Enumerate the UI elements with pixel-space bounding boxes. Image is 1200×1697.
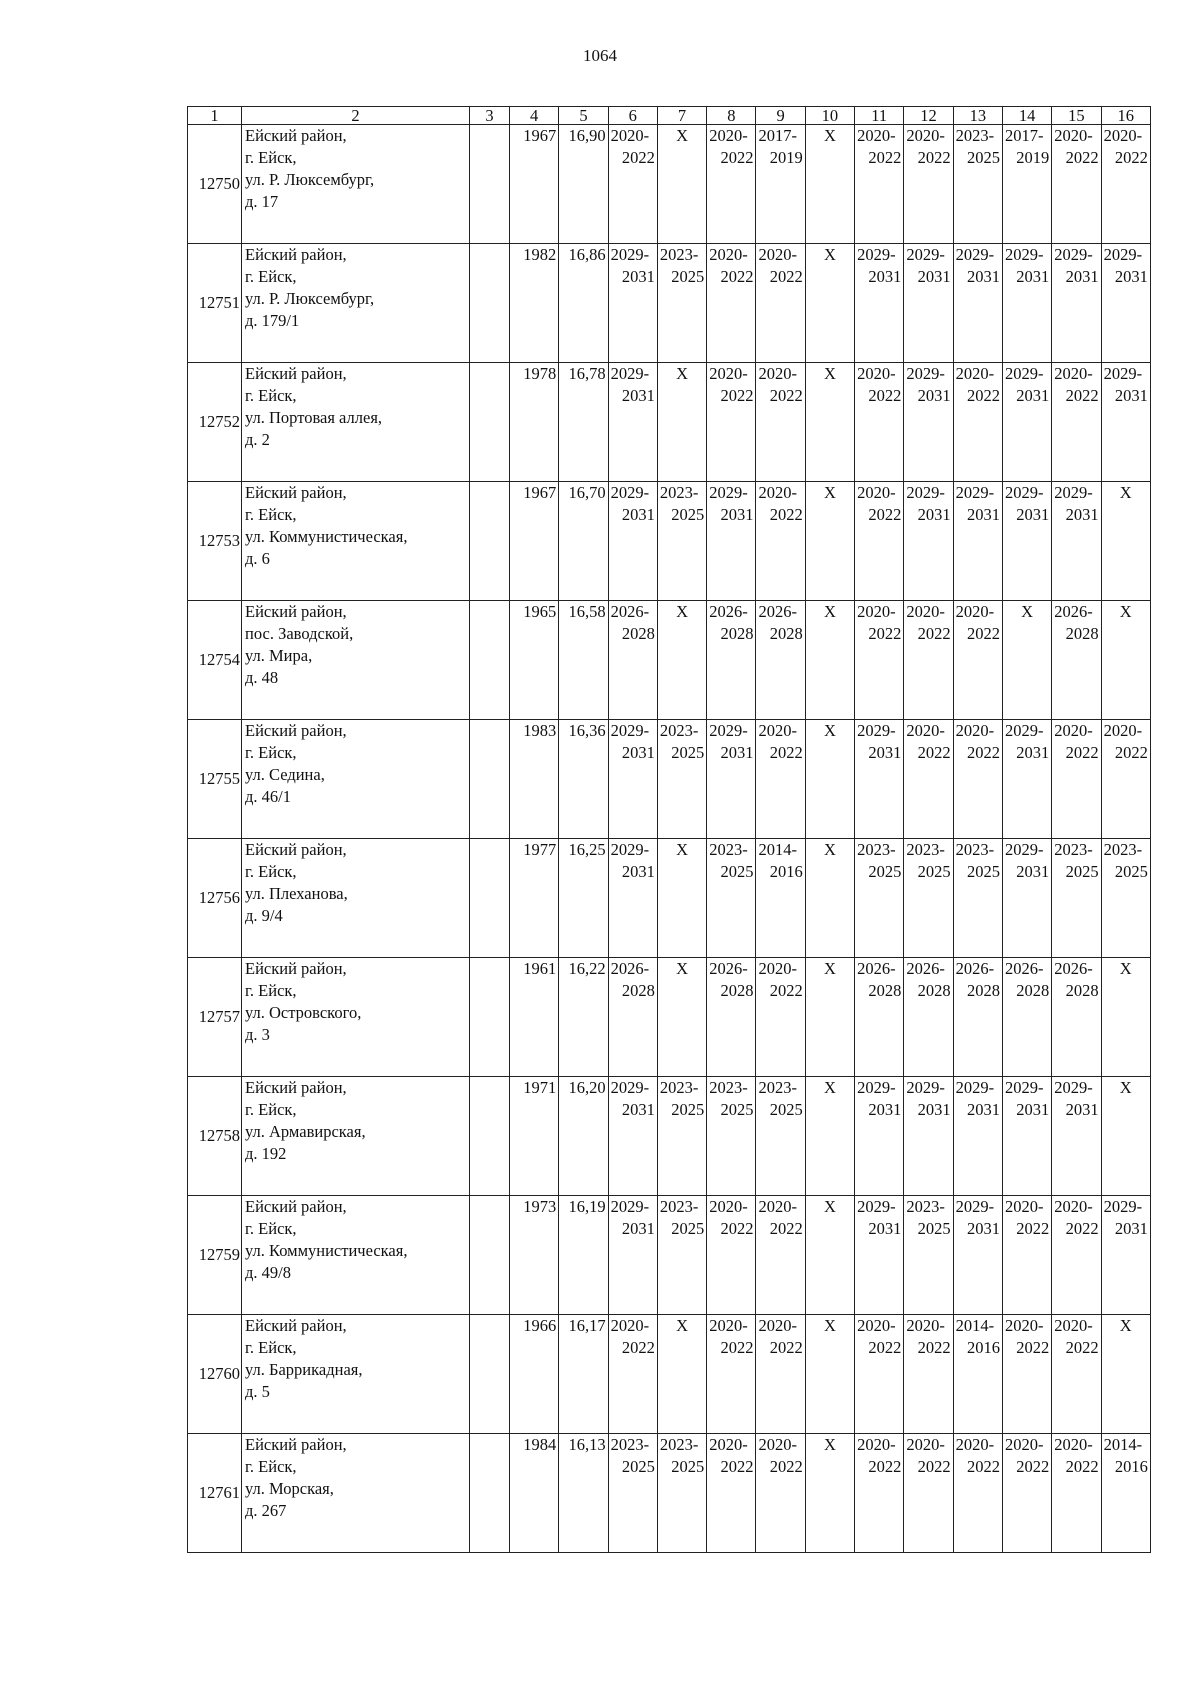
- period-cell-col-7: X: [657, 363, 706, 482]
- period-cell-col-7: 2023- 2025: [657, 1077, 706, 1196]
- year-cell: 1965: [510, 601, 559, 720]
- row-number-cell: 12757: [188, 958, 242, 1077]
- header-row: [188, 107, 1151, 125]
- period-cell-col-10: X: [805, 1077, 854, 1196]
- address-line: пос. Заводской,: [245, 624, 354, 643]
- period-cell-col-16: X: [1101, 1077, 1150, 1196]
- period-cell-col-13: 2020- 2022: [953, 363, 1002, 482]
- year-cell: 1966: [510, 1315, 559, 1434]
- period-cell-col-14: 2029- 2031: [1002, 482, 1051, 601]
- address-line: ул. Баррикадная,: [245, 1360, 363, 1379]
- period-cell-col-11: 2020- 2022: [855, 125, 904, 244]
- period-cell-col-14: X: [1002, 601, 1051, 720]
- address-cell: [242, 482, 470, 601]
- period-cell-col-11: 2029- 2031: [855, 720, 904, 839]
- table-row: [188, 1077, 1151, 1196]
- address-line: ул. Островского,: [245, 1003, 362, 1022]
- period-cell-col-8: 2026- 2028: [707, 601, 756, 720]
- period-cell-col-15: 2020- 2022: [1052, 1196, 1101, 1315]
- period-cell-col-10: X: [805, 1434, 854, 1553]
- address-line: Ейский район,: [245, 126, 347, 145]
- address-line: г. Ейск,: [245, 148, 297, 167]
- period-cell-col-7: X: [657, 601, 706, 720]
- period-cell-col-8: 2029- 2031: [707, 482, 756, 601]
- period-cell-col-12: 2029- 2031: [904, 1077, 953, 1196]
- address-cell: [242, 1315, 470, 1434]
- period-cell-col-6: 2026- 2028: [608, 601, 657, 720]
- period-cell-col-10: X: [805, 958, 854, 1077]
- table-row: [188, 363, 1151, 482]
- address-line: Ейский район,: [245, 840, 347, 859]
- address-line: ул. Мира,: [245, 646, 313, 665]
- period-cell-col-15: 2020- 2022: [1052, 125, 1101, 244]
- table-row: [188, 125, 1151, 244]
- row-number-cell: 12752: [188, 363, 242, 482]
- period-cell-col-16: 2023- 2025: [1101, 839, 1150, 958]
- address-line: д. 5: [245, 1382, 270, 1401]
- period-cell-col-11: 2023- 2025: [855, 839, 904, 958]
- period-cell-col-13: 2014- 2016: [953, 1315, 1002, 1434]
- row-number-cell: 12756: [188, 839, 242, 958]
- year-cell: 1983: [510, 720, 559, 839]
- period-cell-col-15: 2020- 2022: [1052, 1315, 1101, 1434]
- address-line: д. 3: [245, 1025, 270, 1044]
- period-cell-col-9: 2020- 2022: [756, 1196, 805, 1315]
- column-3-cell: [470, 363, 510, 482]
- column-header-8: 8: [707, 107, 756, 125]
- period-cell-col-14: 2029- 2031: [1002, 1077, 1051, 1196]
- row-number-cell: 12754: [188, 601, 242, 720]
- period-cell-col-12: 2029- 2031: [904, 482, 953, 601]
- address-line: д. 48: [245, 668, 279, 687]
- period-cell-col-15: 2029- 2031: [1052, 482, 1101, 601]
- address-cell: [242, 125, 470, 244]
- period-cell-col-8: 2023- 2025: [707, 1077, 756, 1196]
- address-line: ул. Р. Люксембург,: [245, 289, 375, 308]
- period-cell-col-7: 2023- 2025: [657, 244, 706, 363]
- address-line: ул. Коммунистическая,: [245, 527, 408, 546]
- period-cell-col-10: X: [805, 482, 854, 601]
- period-cell-col-10: X: [805, 1196, 854, 1315]
- column-5-cell: 16,36: [559, 720, 608, 839]
- column-header-14: 14: [1002, 107, 1051, 125]
- address-line: г. Ейск,: [245, 862, 297, 881]
- period-cell-col-9: 2020- 2022: [756, 958, 805, 1077]
- period-cell-col-7: X: [657, 958, 706, 1077]
- address-cell: [242, 244, 470, 363]
- column-header-3: 3: [470, 107, 510, 125]
- column-5-cell: 16,22: [559, 958, 608, 1077]
- address-line: г. Ейск,: [245, 981, 297, 1000]
- column-header-7: 7: [657, 107, 706, 125]
- period-cell-col-7: 2023- 2025: [657, 1196, 706, 1315]
- address-line: д. 192: [245, 1144, 287, 1163]
- period-cell-col-11: 2029- 2031: [855, 1196, 904, 1315]
- address-line: г. Ейск,: [245, 1219, 297, 1238]
- address-line: г. Ейск,: [245, 1457, 297, 1476]
- column-5-cell: 16,19: [559, 1196, 608, 1315]
- period-cell-col-7: X: [657, 839, 706, 958]
- period-cell-col-12: 2020- 2022: [904, 720, 953, 839]
- address-line: д. 2: [245, 430, 270, 449]
- period-cell-col-13: 2020- 2022: [953, 720, 1002, 839]
- address-cell: [242, 363, 470, 482]
- row-number-cell: 12759: [188, 1196, 242, 1315]
- column-5-cell: 16,86: [559, 244, 608, 363]
- period-cell-col-14: 2017- 2019: [1002, 125, 1051, 244]
- column-3-cell: [470, 244, 510, 363]
- column-5-cell: 16,20: [559, 1077, 608, 1196]
- period-cell-col-16: X: [1101, 482, 1150, 601]
- row-number-cell: 12750: [188, 125, 242, 244]
- address-line: Ейский район,: [245, 959, 347, 978]
- period-cell-col-11: 2020- 2022: [855, 1434, 904, 1553]
- column-3-cell: [470, 720, 510, 839]
- period-cell-col-12: 2020- 2022: [904, 1434, 953, 1553]
- period-cell-col-9: 2020- 2022: [756, 720, 805, 839]
- period-cell-col-6: 2020- 2022: [608, 125, 657, 244]
- address-line: г. Ейск,: [245, 386, 297, 405]
- period-cell-col-15: 2023- 2025: [1052, 839, 1101, 958]
- period-cell-col-6: 2029- 2031: [608, 839, 657, 958]
- address-cell: [242, 720, 470, 839]
- column-3-cell: [470, 482, 510, 601]
- address-line: г. Ейск,: [245, 1100, 297, 1119]
- period-cell-col-8: 2020- 2022: [707, 125, 756, 244]
- period-cell-col-8: 2023- 2025: [707, 839, 756, 958]
- address-cell: [242, 1196, 470, 1315]
- period-cell-col-12: 2029- 2031: [904, 244, 953, 363]
- period-cell-col-12: 2026- 2028: [904, 958, 953, 1077]
- address-line: ул. Р. Люксембург,: [245, 170, 375, 189]
- period-cell-col-15: 2020- 2022: [1052, 363, 1101, 482]
- period-cell-col-13: 2023- 2025: [953, 839, 1002, 958]
- period-cell-col-15: 2020- 2022: [1052, 1434, 1101, 1553]
- period-cell-col-12: 2023- 2025: [904, 1196, 953, 1315]
- column-header-12: 12: [904, 107, 953, 125]
- period-cell-col-6: 2026- 2028: [608, 958, 657, 1077]
- table-row: [188, 1315, 1151, 1434]
- column-header-9: 9: [756, 107, 805, 125]
- page-number: 1064: [583, 46, 617, 65]
- table-row: [188, 839, 1151, 958]
- address-cell: [242, 839, 470, 958]
- column-5-cell: 16,90: [559, 125, 608, 244]
- period-cell-col-14: 2020- 2022: [1002, 1434, 1051, 1553]
- year-cell: 1978: [510, 363, 559, 482]
- row-number-cell: 12753: [188, 482, 242, 601]
- column-3-cell: [470, 1196, 510, 1315]
- period-cell-col-11: 2029- 2031: [855, 1077, 904, 1196]
- period-cell-col-16: 2020- 2022: [1101, 720, 1150, 839]
- year-cell: 1961: [510, 958, 559, 1077]
- address-line: г. Ейск,: [245, 267, 297, 286]
- period-cell-col-13: 2029- 2031: [953, 482, 1002, 601]
- period-cell-col-6: 2029- 2031: [608, 720, 657, 839]
- period-cell-col-6: 2029- 2031: [608, 482, 657, 601]
- year-cell: 1982: [510, 244, 559, 363]
- address-cell: [242, 958, 470, 1077]
- period-cell-col-11: 2020- 2022: [855, 1315, 904, 1434]
- column-5-cell: 16,17: [559, 1315, 608, 1434]
- period-cell-col-13: 2029- 2031: [953, 1077, 1002, 1196]
- column-3-cell: [470, 1315, 510, 1434]
- period-cell-col-8: 2020- 2022: [707, 1315, 756, 1434]
- period-cell-col-10: X: [805, 720, 854, 839]
- year-cell: 1967: [510, 482, 559, 601]
- period-cell-col-10: X: [805, 125, 854, 244]
- address-line: д. 267: [245, 1501, 287, 1520]
- table-body: [188, 125, 1151, 1553]
- period-cell-col-10: X: [805, 1315, 854, 1434]
- period-cell-col-13: 2026- 2028: [953, 958, 1002, 1077]
- address-line: ул. Армавирская,: [245, 1122, 366, 1141]
- address-line: Ейский район,: [245, 1316, 347, 1335]
- column-header-6: 6: [608, 107, 657, 125]
- period-cell-col-14: 2020- 2022: [1002, 1315, 1051, 1434]
- period-cell-col-11: 2020- 2022: [855, 482, 904, 601]
- period-cell-col-10: X: [805, 363, 854, 482]
- table-row: [188, 1434, 1151, 1553]
- table-row: [188, 244, 1151, 363]
- period-cell-col-13: 2023- 2025: [953, 125, 1002, 244]
- column-3-cell: [470, 839, 510, 958]
- period-cell-col-8: 2029- 2031: [707, 720, 756, 839]
- address-line: ул. Коммунистическая,: [245, 1241, 408, 1260]
- period-cell-col-6: 2029- 2031: [608, 1077, 657, 1196]
- period-cell-col-14: 2020- 2022: [1002, 1196, 1051, 1315]
- row-number-cell: 12761: [188, 1434, 242, 1553]
- address-line: г. Ейск,: [245, 1338, 297, 1357]
- year-cell: 1973: [510, 1196, 559, 1315]
- column-5-cell: 16,78: [559, 363, 608, 482]
- row-number-cell: 12760: [188, 1315, 242, 1434]
- period-cell-col-12: 2029- 2031: [904, 363, 953, 482]
- registry-table: [187, 106, 1151, 1553]
- table-row: [188, 482, 1151, 601]
- period-cell-col-12: 2023- 2025: [904, 839, 953, 958]
- period-cell-col-10: X: [805, 244, 854, 363]
- period-cell-col-10: X: [805, 601, 854, 720]
- address-cell: [242, 601, 470, 720]
- table-row: [188, 720, 1151, 839]
- period-cell-col-15: 2029- 2031: [1052, 244, 1101, 363]
- column-header-15: 15: [1052, 107, 1101, 125]
- year-cell: 1967: [510, 125, 559, 244]
- period-cell-col-14: 2029- 2031: [1002, 244, 1051, 363]
- column-header-5: 5: [559, 107, 608, 125]
- column-header-11: 11: [855, 107, 904, 125]
- column-3-cell: [470, 601, 510, 720]
- address-line: д. 6: [245, 549, 270, 568]
- period-cell-col-9: 2014- 2016: [756, 839, 805, 958]
- address-line: Ейский район,: [245, 721, 347, 740]
- column-header-4: 4: [510, 107, 559, 125]
- period-cell-col-12: 2020- 2022: [904, 125, 953, 244]
- column-3-cell: [470, 958, 510, 1077]
- row-number-cell: 12755: [188, 720, 242, 839]
- period-cell-col-16: X: [1101, 601, 1150, 720]
- period-cell-col-8: 2020- 2022: [707, 363, 756, 482]
- period-cell-col-8: 2020- 2022: [707, 244, 756, 363]
- period-cell-col-8: 2020- 2022: [707, 1434, 756, 1553]
- table-row: [188, 958, 1151, 1077]
- address-line: д. 179/1: [245, 311, 300, 330]
- period-cell-col-11: 2026- 2028: [855, 958, 904, 1077]
- period-cell-col-12: 2020- 2022: [904, 601, 953, 720]
- column-header-13: 13: [953, 107, 1002, 125]
- period-cell-col-6: 2029- 2031: [608, 244, 657, 363]
- column-header-1: 1: [188, 107, 242, 125]
- column-3-cell: [470, 1434, 510, 1553]
- column-header-10: 10: [805, 107, 854, 125]
- period-cell-col-14: 2029- 2031: [1002, 839, 1051, 958]
- period-cell-col-16: 2020- 2022: [1101, 125, 1150, 244]
- address-line: ул. Плеханова,: [245, 884, 348, 903]
- period-cell-col-11: 2020- 2022: [855, 601, 904, 720]
- column-3-cell: [470, 1077, 510, 1196]
- period-cell-col-9: 2020- 2022: [756, 482, 805, 601]
- address-line: д. 9/4: [245, 906, 283, 925]
- table-row: [188, 601, 1151, 720]
- address-line: г. Ейск,: [245, 505, 297, 524]
- period-cell-col-6: 2029- 2031: [608, 363, 657, 482]
- period-cell-col-15: 2026- 2028: [1052, 601, 1101, 720]
- address-line: Ейский район,: [245, 1197, 347, 1216]
- column-5-cell: 16,58: [559, 601, 608, 720]
- period-cell-col-9: 2020- 2022: [756, 1315, 805, 1434]
- address-line: ул. Морская,: [245, 1479, 334, 1498]
- column-5-cell: 16,70: [559, 482, 608, 601]
- period-cell-col-13: 2020- 2022: [953, 1434, 1002, 1553]
- period-cell-col-16: 2029- 2031: [1101, 363, 1150, 482]
- period-cell-col-11: 2020- 2022: [855, 363, 904, 482]
- period-cell-col-7: X: [657, 1315, 706, 1434]
- period-cell-col-8: 2020- 2022: [707, 1196, 756, 1315]
- address-line: Ейский район,: [245, 364, 347, 383]
- period-cell-col-6: 2029- 2031: [608, 1196, 657, 1315]
- period-cell-col-12: 2020- 2022: [904, 1315, 953, 1434]
- address-cell: [242, 1434, 470, 1553]
- address-line: д. 46/1: [245, 787, 291, 806]
- period-cell-col-7: 2023- 2025: [657, 1434, 706, 1553]
- period-cell-col-16: X: [1101, 1315, 1150, 1434]
- period-cell-col-9: 2017- 2019: [756, 125, 805, 244]
- period-cell-col-8: 2026- 2028: [707, 958, 756, 1077]
- column-3-cell: [470, 125, 510, 244]
- address-line: Ейский район,: [245, 483, 347, 502]
- period-cell-col-13: 2029- 2031: [953, 244, 1002, 363]
- period-cell-col-6: 2020- 2022: [608, 1315, 657, 1434]
- period-cell-col-14: 2026- 2028: [1002, 958, 1051, 1077]
- address-line: Ейский район,: [245, 245, 347, 264]
- period-cell-col-9: 2020- 2022: [756, 244, 805, 363]
- period-cell-col-7: X: [657, 125, 706, 244]
- year-cell: 1984: [510, 1434, 559, 1553]
- column-5-cell: 16,25: [559, 839, 608, 958]
- address-line: ул. Седина,: [245, 765, 325, 784]
- period-cell-col-9: 2020- 2022: [756, 363, 805, 482]
- period-cell-col-9: 2023- 2025: [756, 1077, 805, 1196]
- period-cell-col-15: 2020- 2022: [1052, 720, 1101, 839]
- period-cell-col-14: 2029- 2031: [1002, 720, 1051, 839]
- address-line: г. Ейск,: [245, 743, 297, 762]
- period-cell-col-9: 2020- 2022: [756, 1434, 805, 1553]
- address-line: Ейский район,: [245, 1435, 347, 1454]
- row-number-cell: 12758: [188, 1077, 242, 1196]
- period-cell-col-6: 2023- 2025: [608, 1434, 657, 1553]
- year-cell: 1971: [510, 1077, 559, 1196]
- period-cell-col-14: 2029- 2031: [1002, 363, 1051, 482]
- row-number-cell: 12751: [188, 244, 242, 363]
- column-5-cell: 16,13: [559, 1434, 608, 1553]
- period-cell-col-13: 2020- 2022: [953, 601, 1002, 720]
- period-cell-col-16: 2029- 2031: [1101, 1196, 1150, 1315]
- period-cell-col-16: 2029- 2031: [1101, 244, 1150, 363]
- address-line: ул. Портовая аллея,: [245, 408, 383, 427]
- table-row: [188, 1196, 1151, 1315]
- address-line: Ейский район,: [245, 602, 347, 621]
- period-cell-col-9: 2026- 2028: [756, 601, 805, 720]
- period-cell-col-7: 2023- 2025: [657, 482, 706, 601]
- period-cell-col-15: 2029- 2031: [1052, 1077, 1101, 1196]
- period-cell-col-13: 2029- 2031: [953, 1196, 1002, 1315]
- column-header-2: 2: [242, 107, 470, 125]
- year-cell: 1977: [510, 839, 559, 958]
- address-line: д. 17: [245, 192, 279, 211]
- period-cell-col-16: X: [1101, 958, 1150, 1077]
- address-line: д. 49/8: [245, 1263, 291, 1282]
- period-cell-col-11: 2029- 2031: [855, 244, 904, 363]
- period-cell-col-16: 2014- 2016: [1101, 1434, 1150, 1553]
- period-cell-col-10: X: [805, 839, 854, 958]
- column-header-16: 16: [1101, 107, 1150, 125]
- address-line: Ейский район,: [245, 1078, 347, 1097]
- address-cell: [242, 1077, 470, 1196]
- period-cell-col-7: 2023- 2025: [657, 720, 706, 839]
- period-cell-col-15: 2026- 2028: [1052, 958, 1101, 1077]
